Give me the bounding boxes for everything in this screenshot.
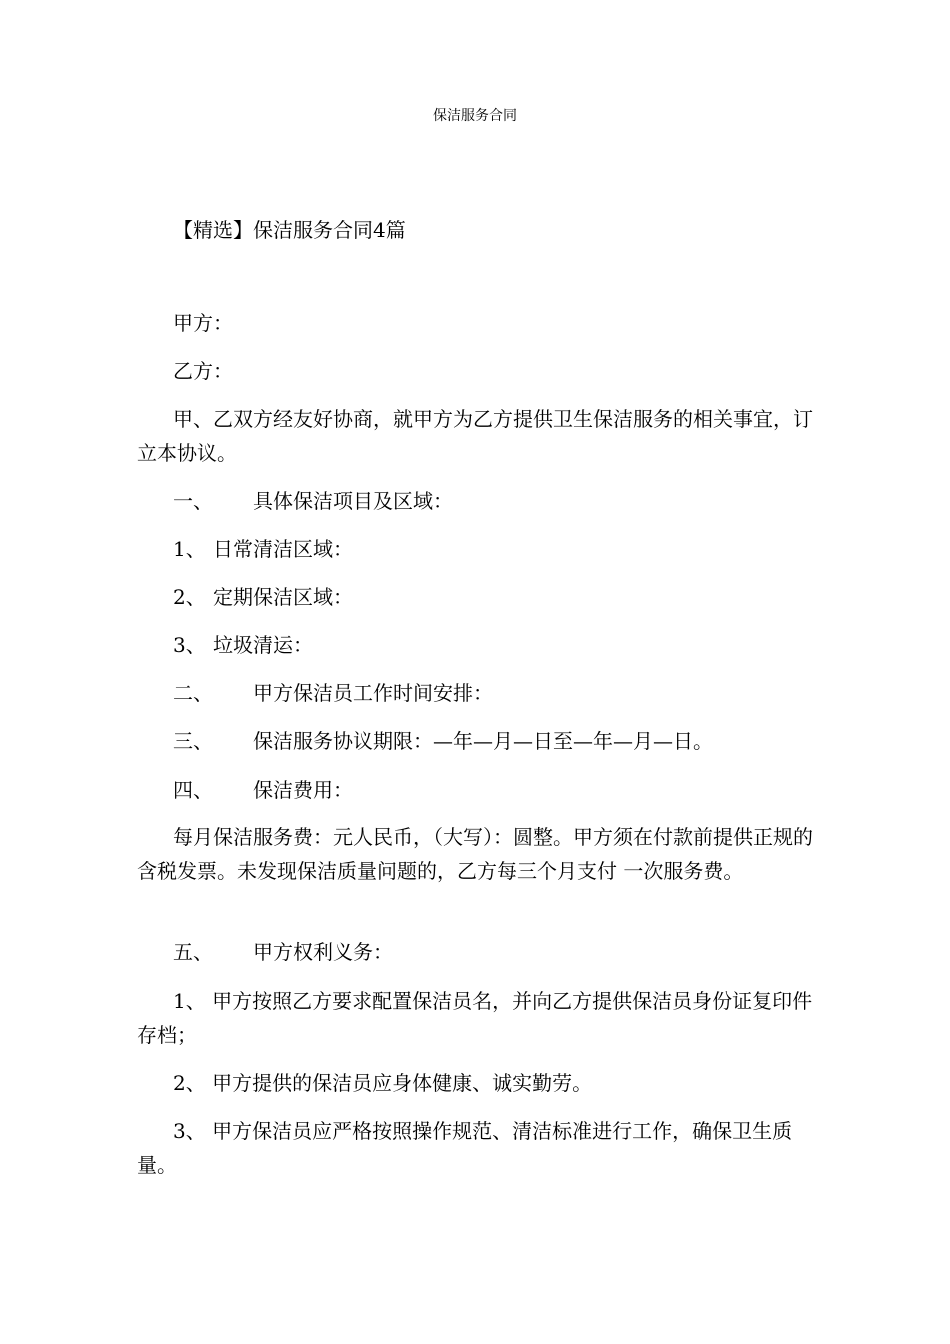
area-item-1 bbox=[173, 532, 353, 566]
section-text: 甲方保洁员工作时间安排： bbox=[253, 681, 493, 705]
section-number: 二、 bbox=[173, 681, 213, 705]
page-header: 保洁服务合同 bbox=[433, 108, 517, 124]
section-number: 四、 bbox=[173, 778, 213, 802]
intro-paragraph: 甲、乙双方经友好协商，就甲方为乙方提供卫生保洁服务的相关事宜，订立本协议。 bbox=[137, 407, 813, 465]
section-4-heading bbox=[173, 773, 353, 807]
area-item-3 bbox=[173, 628, 313, 662]
area-item-2 bbox=[173, 580, 353, 614]
section-text: 甲方权利义务： bbox=[253, 940, 393, 964]
duty-item-3: 3、 甲方保洁员应严格按照操作规范、清洁标准进行工作，确保卫生质量。 bbox=[137, 1119, 793, 1177]
section-5-heading bbox=[173, 935, 393, 969]
party-a-line: 甲方： bbox=[173, 311, 233, 335]
section-number: 三、 bbox=[173, 729, 213, 753]
fee-paragraph: 每月保洁服务费：元人民币，（大写）：圆整。甲方须在付款前提供正规的含税发票。未发现保洁质量问题的，乙方每三个月支付 一次服务费。 bbox=[137, 825, 813, 883]
item-number: 3、 bbox=[173, 633, 206, 657]
item-number: 2、 bbox=[173, 585, 206, 609]
section-text: 具体保洁项目及区域： bbox=[253, 489, 453, 513]
section-text: 保洁服务协议期限：—年—月—日至—年—月—日。 bbox=[253, 729, 713, 753]
section-number: 五、 bbox=[173, 940, 213, 964]
duty-item-1: 1、 甲方按照乙方要求配置保洁员名，并向乙方提供保洁员身份证复印件存档； bbox=[137, 989, 813, 1047]
item-text: 垃圾清运： bbox=[213, 633, 313, 657]
document-title: 【精选】保洁服务合同4篇 bbox=[173, 218, 406, 242]
section-number: 一、 bbox=[173, 489, 213, 513]
section-text: 保洁费用： bbox=[253, 778, 353, 802]
item-text: 定期保洁区域： bbox=[213, 585, 353, 609]
section-2-heading bbox=[173, 676, 493, 710]
item-text: 日常清洁区域： bbox=[213, 537, 353, 561]
party-b-line: 乙方： bbox=[173, 359, 233, 383]
section-1-heading bbox=[173, 484, 453, 518]
item-number: 1、 bbox=[173, 537, 206, 561]
duty-item-2: 2、 甲方提供的保洁员应身体健康、诚实勤劳。 bbox=[173, 1071, 593, 1095]
section-3-heading bbox=[173, 724, 713, 758]
